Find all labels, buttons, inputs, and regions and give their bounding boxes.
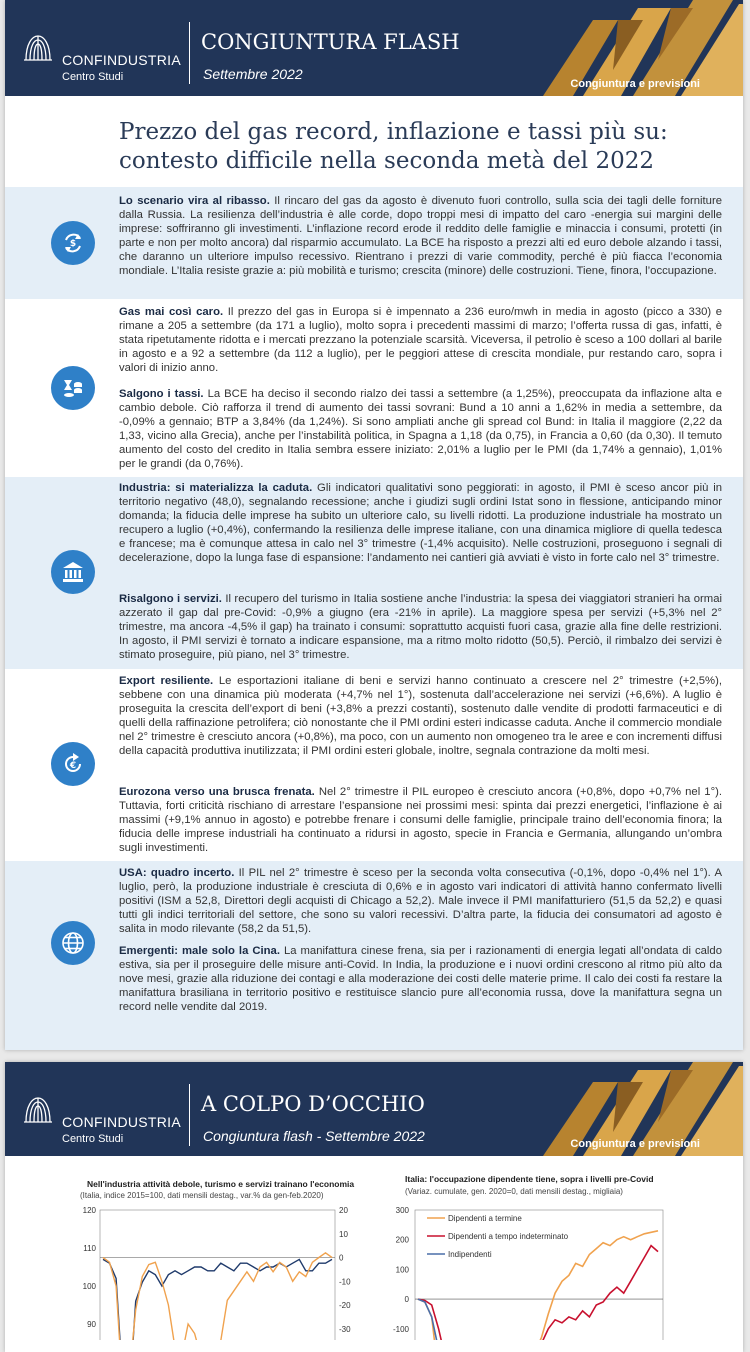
chart2-y-tick: 0 [404, 1295, 409, 1305]
paragraph-lead: USA: quadro incerto. [119, 867, 235, 879]
chart1-left-tick: 120 [82, 1206, 96, 1215]
logo-subtitle: Centro Studi [62, 1133, 124, 1145]
publication-date: Congiuntura flash - Settembre 2022 [203, 1128, 425, 1144]
chart2-y-tick: 100 [395, 1265, 409, 1275]
chart2-series-line-1 [418, 1246, 658, 1340]
chart1-subtitle: (Italia, indice 2015=100, dati mensili destag., var.% da gen-feb.2020) [80, 1191, 324, 1200]
section-tag: Congiuntura e previsioni [570, 78, 700, 90]
bank-icon [51, 550, 95, 594]
headline: Prezzo del gas record, inflazione e tassi più su: contesto difficile nella seconda metà del 2022 [119, 119, 668, 174]
chart2-y-tick: -100 [392, 1324, 409, 1334]
paragraph-lead: Lo scenario vira al ribasso. [119, 195, 270, 207]
header-divider [189, 1084, 190, 1146]
chart2-y-tick: 300 [395, 1206, 409, 1215]
paragraph-export [119, 674, 722, 758]
chart2-y-tick: 200 [395, 1235, 409, 1245]
svg-text:$: $ [69, 239, 77, 249]
chart1-right-tick: 0 [339, 1253, 344, 1263]
section-gas-tassi [5, 300, 743, 476]
chart2-plot-frame [415, 1210, 663, 1340]
chart2-legend-label: Dipendenti a termine [448, 1214, 522, 1223]
publication-title: A COLPO D’OCCHIO [201, 1092, 425, 1116]
confindustria-logo-icon [20, 30, 56, 66]
paragraph-eurozona [119, 785, 722, 855]
chart2-legend-label: Dipendenti a tempo indeterminato [448, 1232, 569, 1241]
paragraph-lead: Salgono i tassi. [119, 388, 204, 400]
publication-date: Settembre 2022 [203, 66, 303, 82]
paragraph-text: Il PIL nel 2° trimestre è sceso per la seconda volta consecutiva (-0,1%, dopo -0,4% nel 1°). A luglio, però, la produzione industriale è cresciuta di 0,6% e in agosto vari indicatori di attività hanno confermato livelli positivi (ISM a 52,8, Direttori degli acquisti di Chicago a 52,2). Male invece il PMI manifatturiero (51,5 da 52,2) e quasi tutti gli indici territoriali del settore, che sono su valori recessivi. D’altra parte, la fiducia dei consumatori ad agosto è salita in modo rilevante (58,2 da 51,5). [119, 867, 722, 935]
paragraph-text: Le esportazioni italiane di beni e servizi hanno continuato a crescere nel 2° trimestre (+2,5%), sebbene con una dinamica più moderata (+4,7% nel 1°), sostenuta dall’accelerazione nei servizi (+6,6%). A luglio è proseguita la crescita dell’export di beni (+3,8% a prezzi costanti), sostenuto dalle vendite di prodotti farmaceutici e di quelli della raffinazione petrolifera; ciò nonostante che il PMI ordini esteri indicasse caduta. Anche il commercio mondiale nel 2° trimestre è cresciuto ancora (+0,8%), ma poco, con un aumento non omogeneo tra le aree e con incrementi diffusi della capacità produttiva inutilizzata; il PMI ordini esteri globale, inoltre, segnala contrazione da molti mesi. [119, 675, 722, 757]
section-scenario [5, 187, 743, 299]
paragraph-text: La manifattura cinese frena, sia per i razionamenti di energia legati all’ondata di caldo estiva, sia per il proseguire delle misure anti-Covid. In India, la produzione e i nuovi ordini crescono al ritmo più alto da nove mesi, grazie alla riduzione dei contagi e alla moderazione dei costi delle materie prime. Il calo dei costi fa restare la manifattura brasiliana in territorio positivo e restituisce slancio pure all’economia russa, dove la manifattura segna un record nelle vendite dal 2019. [119, 945, 722, 1013]
paragraph-usa [119, 866, 722, 936]
paragraph-lead: Export resiliente. [119, 675, 214, 687]
paragraph-lead: Risalgono i servizi. [119, 593, 222, 605]
chart1-right-tick: -10 [339, 1277, 351, 1287]
chart1-left-tick: 90 [87, 1320, 96, 1329]
export-icon [51, 742, 95, 786]
chart1-right-tick: 10 [339, 1229, 348, 1239]
paragraph-text: Nel 2° trimestre il PIL europeo è cresciuto ancora (+0,8%, dopo +0,7% nel 1°). Tuttavia, forti criticità rischiano di arrestare l’espansione nei prossimi mesi: spinta dai prezzi energetici, l’inflazione è ai massimi (+9,1% annuo in agosto) e potrebbe frenare i consumi delle famiglie, principale traino dell’economia finora; la fiducia delle imprese industriali ha continuato a ridursi in agosto, specie in Francia e Germania, allungando un’ombra sugli investimenti. [119, 786, 722, 854]
page-header [5, 0, 743, 96]
logo-name: CONFINDUSTRIA [62, 52, 182, 68]
chart1-right-tick: -20 [339, 1301, 351, 1310]
paragraph-scenario [119, 194, 722, 278]
section-usa-emergenti [5, 861, 743, 1050]
report-page-2 [5, 1062, 743, 1352]
globe-icon [51, 921, 95, 965]
paragraph-industria [119, 481, 722, 565]
chart1 [65, 1200, 365, 1340]
svg-text:€: € [69, 761, 77, 771]
paragraph-servizi [119, 592, 722, 662]
paragraph-lead: Eurozona verso una brusca frenata. [119, 786, 315, 798]
section-export-eurozona [5, 670, 743, 860]
chart1-right-tick: -30 [339, 1324, 351, 1334]
paragraph-text: Il recupero del turismo in Italia sostiene anche l’industria: la spesa dei viaggiatori stranieri ha ormai azzerato il gap dal pre-Covid: -0,9% a giugno (era -21% in aprile). La maggiore spesa per servizi (+5,3% nel 2° trimestre, ma ancora -4,5% il gap) ha trainato i consumi: soprattutto acquisti fuori casa, grazie alla fine delle restrizioni. In agosto, il PMI servizi è tornato a indicare espansione, ma a ritmo molto ridotto (50,5). Perciò, il rimbalzo dei servizi è stimato proseguire, più piano, nel 3° trimestre. [119, 593, 722, 661]
paragraph-tassi [119, 387, 722, 471]
paragraph-lead: Industria: si materializza la caduta. [119, 482, 313, 494]
chart2-legend-label: Indipendenti [448, 1250, 492, 1259]
logo-name: CONFINDUSTRIA [62, 1114, 182, 1130]
chart1-right-tick: 20 [339, 1206, 348, 1215]
chart2 [365, 1200, 665, 1340]
coins-icon [51, 366, 95, 410]
chart2-series-line-0 [418, 1231, 658, 1340]
confindustria-logo-icon [20, 1092, 56, 1128]
paragraph-text: La BCE ha deciso il secondo rialzo dei tassi a settembre (a 1,25%), preoccupata da inflazione alta e cambio debole. Ciò rafforza il trend di aumento dei tassi sovrani: Bund a 10 anni a 1,62% in media a settembre, da -0,09% a gennaio; BTP a 3,84% (da 1,24%). Si sono ampliati anche gli spread col Bund: in Italia il maggiore (2,22 da 1,33, vicino alla Grecia), anche per l’instabilità politica, in Spagna a 1,18 (da 0,75), in Francia a 0,60 (da 0,30). Il temuto aumento del costo del credito in Italia sembra essere iniziato: 2,01% a luglio per le PMI (da 1,74% a gennaio), 1,01% per le grandi (da 0,76%). [119, 388, 722, 470]
chart1-title: Nell'industria attività debole, turismo e servizi trainano l'economia [87, 1179, 355, 1189]
exchange-icon [51, 221, 95, 265]
paragraph-emergenti [119, 944, 722, 1014]
paragraph-text: Gli indicatori qualitativi sono peggiorati: in agosto, il PMI è sceso ancor più in territorio negativo (48,0), segnalando recessione; anche i giudizi sugli ordini Istat sono in flessione, anticipando minor domanda; la fiducia delle imprese ha subito un ulteriore calo, su livelli ridotti. La produzione industriale ha mostrato un recupero a luglio (+0,4%), confermando la resilienza delle imprese italiane, con una dinamica migliore di quella tedesca e francese; ma è comunque attesa in calo nel 3° trimestre (-1,4% acquisito). Nelle costruzioni, proseguono i segnali di decelerazione, dopo la lunga fase di espansione: l’andamento nei cantieri già avviati è visto in forte calo nel 3° trimestre. [119, 482, 722, 564]
chart1-left-tick: 110 [83, 1244, 96, 1253]
section-tag: Congiuntura e previsioni [570, 1138, 700, 1150]
chart2-subtitle: (Variaz. cumulate, gen. 2020=0, dati mensili destag., migliaia) [405, 1187, 623, 1196]
chart2-title: Italia: l'occupazione dipendente tiene, sopra i livelli pre-Covid [405, 1174, 654, 1184]
paragraph-lead: Gas mai così caro. [119, 306, 224, 318]
section-industria-servizi [5, 477, 743, 669]
publication-title: CONGIUNTURA FLASH [201, 30, 460, 54]
logo-subtitle: Centro Studi [62, 71, 124, 83]
paragraph-text: Il prezzo del gas in Europa si è impennato a 236 euro/mwh in media in agosto (picco a 330) e rimane a 205 a settembre (da 171 a luglio), molto sopra i precedenti massimi di marzo; l’offerta russa di gas, infatti, è stata ripetutamente ridotta e i mercati prezzano la potenziale scarsità. Viceversa, il petrolio è sceso a 100 dollari al barile in agosto e a 92 a settembre (da 112 a luglio), per le peggiori attese di crescita mondiale, pur restando caro, sopra i valori di inizio anno. [119, 306, 722, 374]
report-page-1 [5, 0, 743, 1050]
chart1-left-tick: 100 [82, 1282, 96, 1291]
header-divider [189, 22, 190, 84]
page-header [5, 1062, 743, 1156]
paragraph-text: Il rincaro del gas da agosto è divenuto fuori controllo, sulla scia dei tagli delle forniture dalla Russia. La resilienza dell’industria è alle corde, dopo troppi mesi di impatto del caro -energia sui margini delle imprese: soffriranno gli investimenti. L’inflazione record erode il reddito delle famiglie e minaccia i consumi, protetti (in parte e non per molto ancora) dal risparmio accumulato. La BCE ha risposto a prezzi alti ed euro debole alzando i tassi, che daranno un ulteriore impulso recessivo. Rientrano i prezzi di varie commodity, perché è più fiacca l’economia mondiale. L’Italia resiste grazie a: più mobilità e turismo; crescita (minore) delle costruzioni. Tiene, finora, l’occupazione. [119, 195, 722, 277]
paragraph-gas [119, 305, 722, 375]
paragraph-lead: Emergenti: male solo la Cina. [119, 945, 280, 957]
